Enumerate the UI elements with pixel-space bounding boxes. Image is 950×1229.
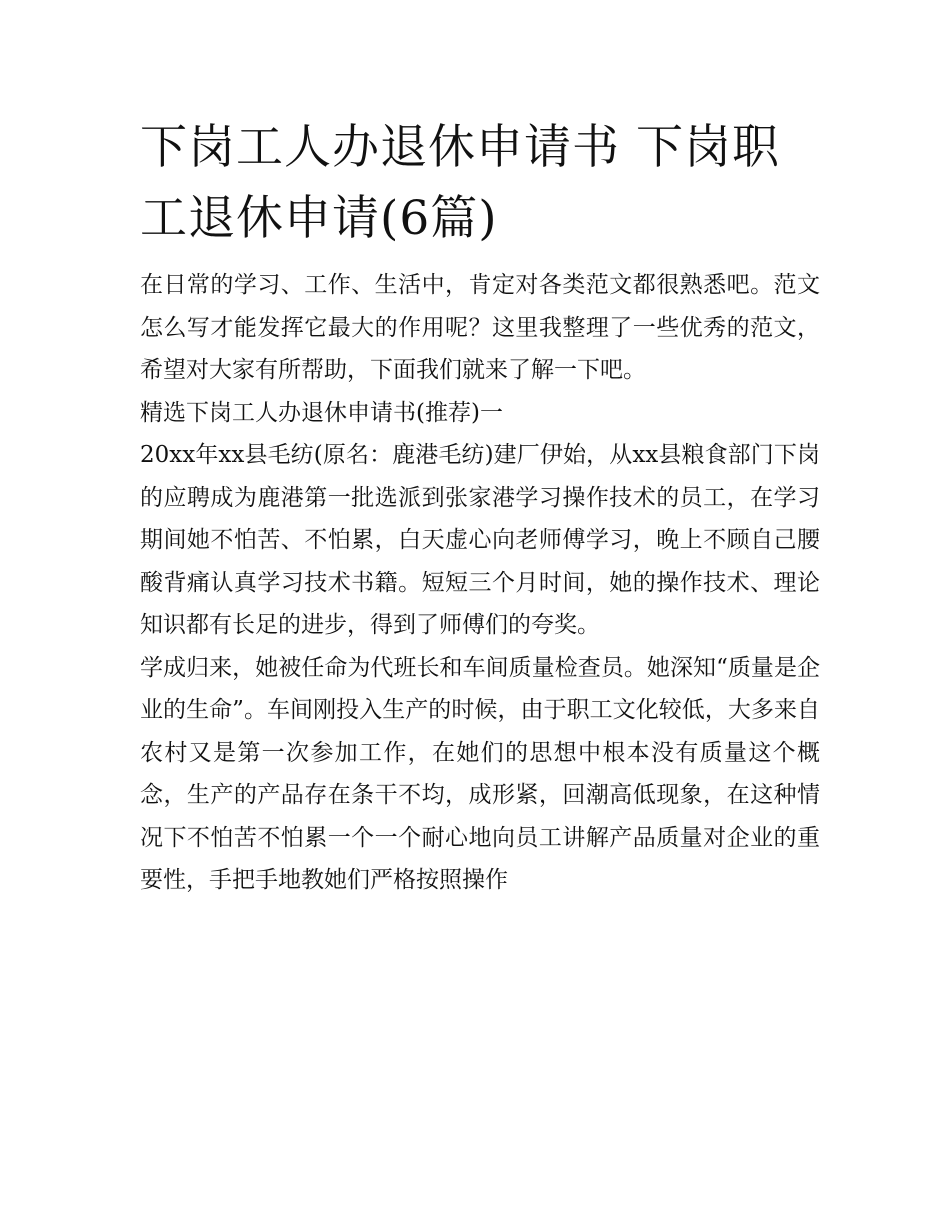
- body-paragraph-2: 学成归来，她被任命为代班长和车间质量检查员。她深知“质量是企业的生命”。车间刚投入生产的时候，由于职工文化较低，大多来自农村又是第一次参加工作，在她们的思想中根本没有质量这个概念，生产的产品存在条干不均，成形紧，回潮高低现象，在这种情况下不怕苦不怕累一个一个耐心地向员工讲解产品质量对企业的重要性，手把手地教她们严格按照操作: [140, 654, 820, 893]
- intro-paragraph: 在日常的学习、工作、生活中，肯定对各类范文都很熟悉吧。范文怎么写才能发挥它最大的作用呢？这里我整理了一些优秀的范文，希望对大家有所帮助，下面我们就来了解一下吧。: [140, 272, 820, 383]
- document-content: [140, 112, 820, 902]
- body-paragraph-1: 20xx年xx县毛纺(原名：鹿港毛纺)建厂伊始，从xx县粮食部门下岗的应聘成为鹿港第一批选派到张家港学习操作技术的员工，在学习期间她不怕苦、不怕累，白天虚心向老师傅学习，晚上不顾自己腰酸背痛认真学习技术书籍。短短三个月时间，她的操作技术、理论知识都有长足的进步，得到了师傅们的夸奖。: [140, 442, 820, 638]
- document-body: [140, 264, 820, 902]
- document-title: 下岗工人办退休申请书 下岗职工退休申请(6篇): [140, 120, 780, 246]
- section-heading: 精选下岗工人办退休申请书(推荐)一: [140, 399, 503, 426]
